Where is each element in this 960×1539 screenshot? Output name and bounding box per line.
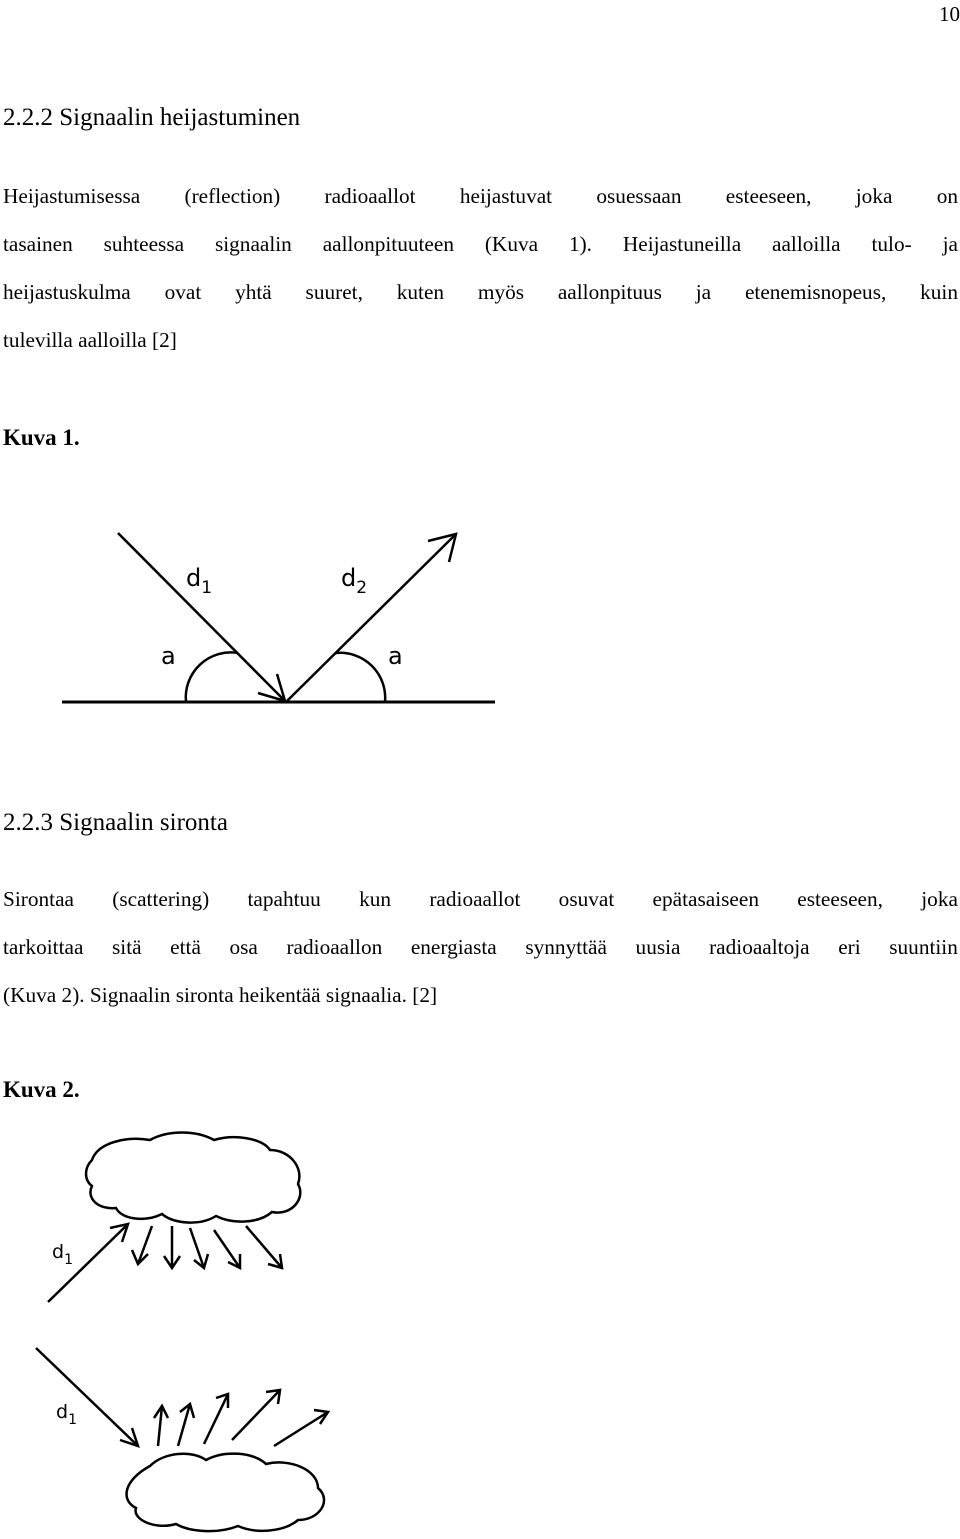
label-angle-left: a [161, 642, 176, 670]
top-scattered-arrows [132, 1226, 282, 1268]
word: Heijastumisessa [3, 184, 141, 208]
word: radioaallot [324, 184, 416, 208]
word: aalloilla [772, 232, 841, 256]
word: on [936, 184, 958, 208]
word: yhtä [235, 280, 272, 304]
word: esteeseen, [725, 184, 812, 208]
word: ja [695, 280, 712, 304]
word: (Kuva [484, 232, 539, 256]
word: joka [921, 887, 958, 911]
word: että [170, 935, 201, 959]
label-angle-right: a [388, 642, 403, 670]
word: suuntiin [889, 935, 958, 959]
page-number: 10 [939, 2, 960, 26]
section-heading-reflection: 2.2.2 Signaalin heijastuminen [3, 104, 301, 131]
word: tasainen [3, 232, 73, 256]
word: joka [855, 184, 893, 208]
figure-caption-1: Kuva 1. [3, 425, 80, 450]
scattering-diagram [0, 1128, 400, 1538]
bottom-cloud-shape [127, 1454, 324, 1531]
word: kuten [396, 280, 445, 304]
reflected-ray [287, 534, 456, 701]
section-heading-scattering: 2.2.3 Signaalin sironta [3, 809, 228, 836]
angle-arc-left [186, 652, 238, 702]
word: ja [942, 232, 958, 256]
word: synnyttää [525, 935, 607, 959]
paragraph-line [3, 172, 958, 220]
word: ovat [164, 280, 202, 304]
word: eri [838, 935, 861, 959]
word: kun [359, 887, 392, 911]
word: tarkoittaa [3, 935, 84, 959]
bottom-scattered-arrows [154, 1390, 328, 1446]
label-top-d1: $d_1$ [52, 1241, 73, 1268]
word: heijastuvat [459, 184, 553, 208]
label-d2: $d_2$ [341, 564, 368, 598]
word: myös [477, 280, 525, 304]
word: 1). [568, 232, 593, 256]
paragraph-line [3, 875, 958, 923]
word: heijastuskulma [3, 280, 131, 304]
incident-ray [118, 533, 285, 701]
word: etenemisnopeus, [744, 280, 887, 304]
paragraph-line [3, 923, 958, 971]
word: energiasta [410, 935, 497, 959]
top-cloud-shape [86, 1133, 300, 1223]
word: aallonpituuteen [322, 232, 454, 256]
paragraph-scattering [3, 875, 958, 1019]
word: radioaallot [429, 887, 521, 911]
bottom-incident-ray [36, 1348, 138, 1446]
figure-caption-2: Kuva 2. [3, 1077, 80, 1102]
word: osuessaan [596, 184, 682, 208]
word: Heijastuneilla [622, 232, 742, 256]
paragraph-line: tulevilla aalloilla [2] [3, 328, 177, 352]
word: Sirontaa [3, 887, 74, 911]
label-d1: $d_1$ [186, 564, 213, 598]
word: signaalin [214, 232, 292, 256]
paragraph-line: (Kuva 2). Signaalin sironta heikentää signaalia. [2] [3, 983, 438, 1007]
word: radioaaltoja [709, 935, 810, 959]
paragraph-line [3, 220, 958, 268]
paragraph-reflection [3, 172, 958, 364]
word: esteeseen, [797, 887, 883, 911]
angle-arc-right [336, 653, 385, 702]
word: uusia [635, 935, 681, 959]
word: epätasaiseen [652, 887, 759, 911]
word: suuret, [305, 280, 363, 304]
word: kuin [920, 280, 958, 304]
word: radioaallon [286, 935, 383, 959]
top-incident-ray [48, 1224, 128, 1302]
reflection-diagram [0, 525, 520, 735]
word: tulo- [871, 232, 912, 256]
word: (reflection) [184, 184, 281, 208]
word: suhteessa [103, 232, 185, 256]
word: osa [229, 935, 258, 959]
word: tapahtuu [247, 887, 321, 911]
word: aallonpituus [557, 280, 662, 304]
paragraph-line [3, 268, 958, 316]
word: osuvat [558, 887, 615, 911]
word: sitä [112, 935, 142, 959]
label-bottom-d1: $d_1$ [56, 1401, 77, 1428]
word: (scattering) [112, 887, 210, 911]
